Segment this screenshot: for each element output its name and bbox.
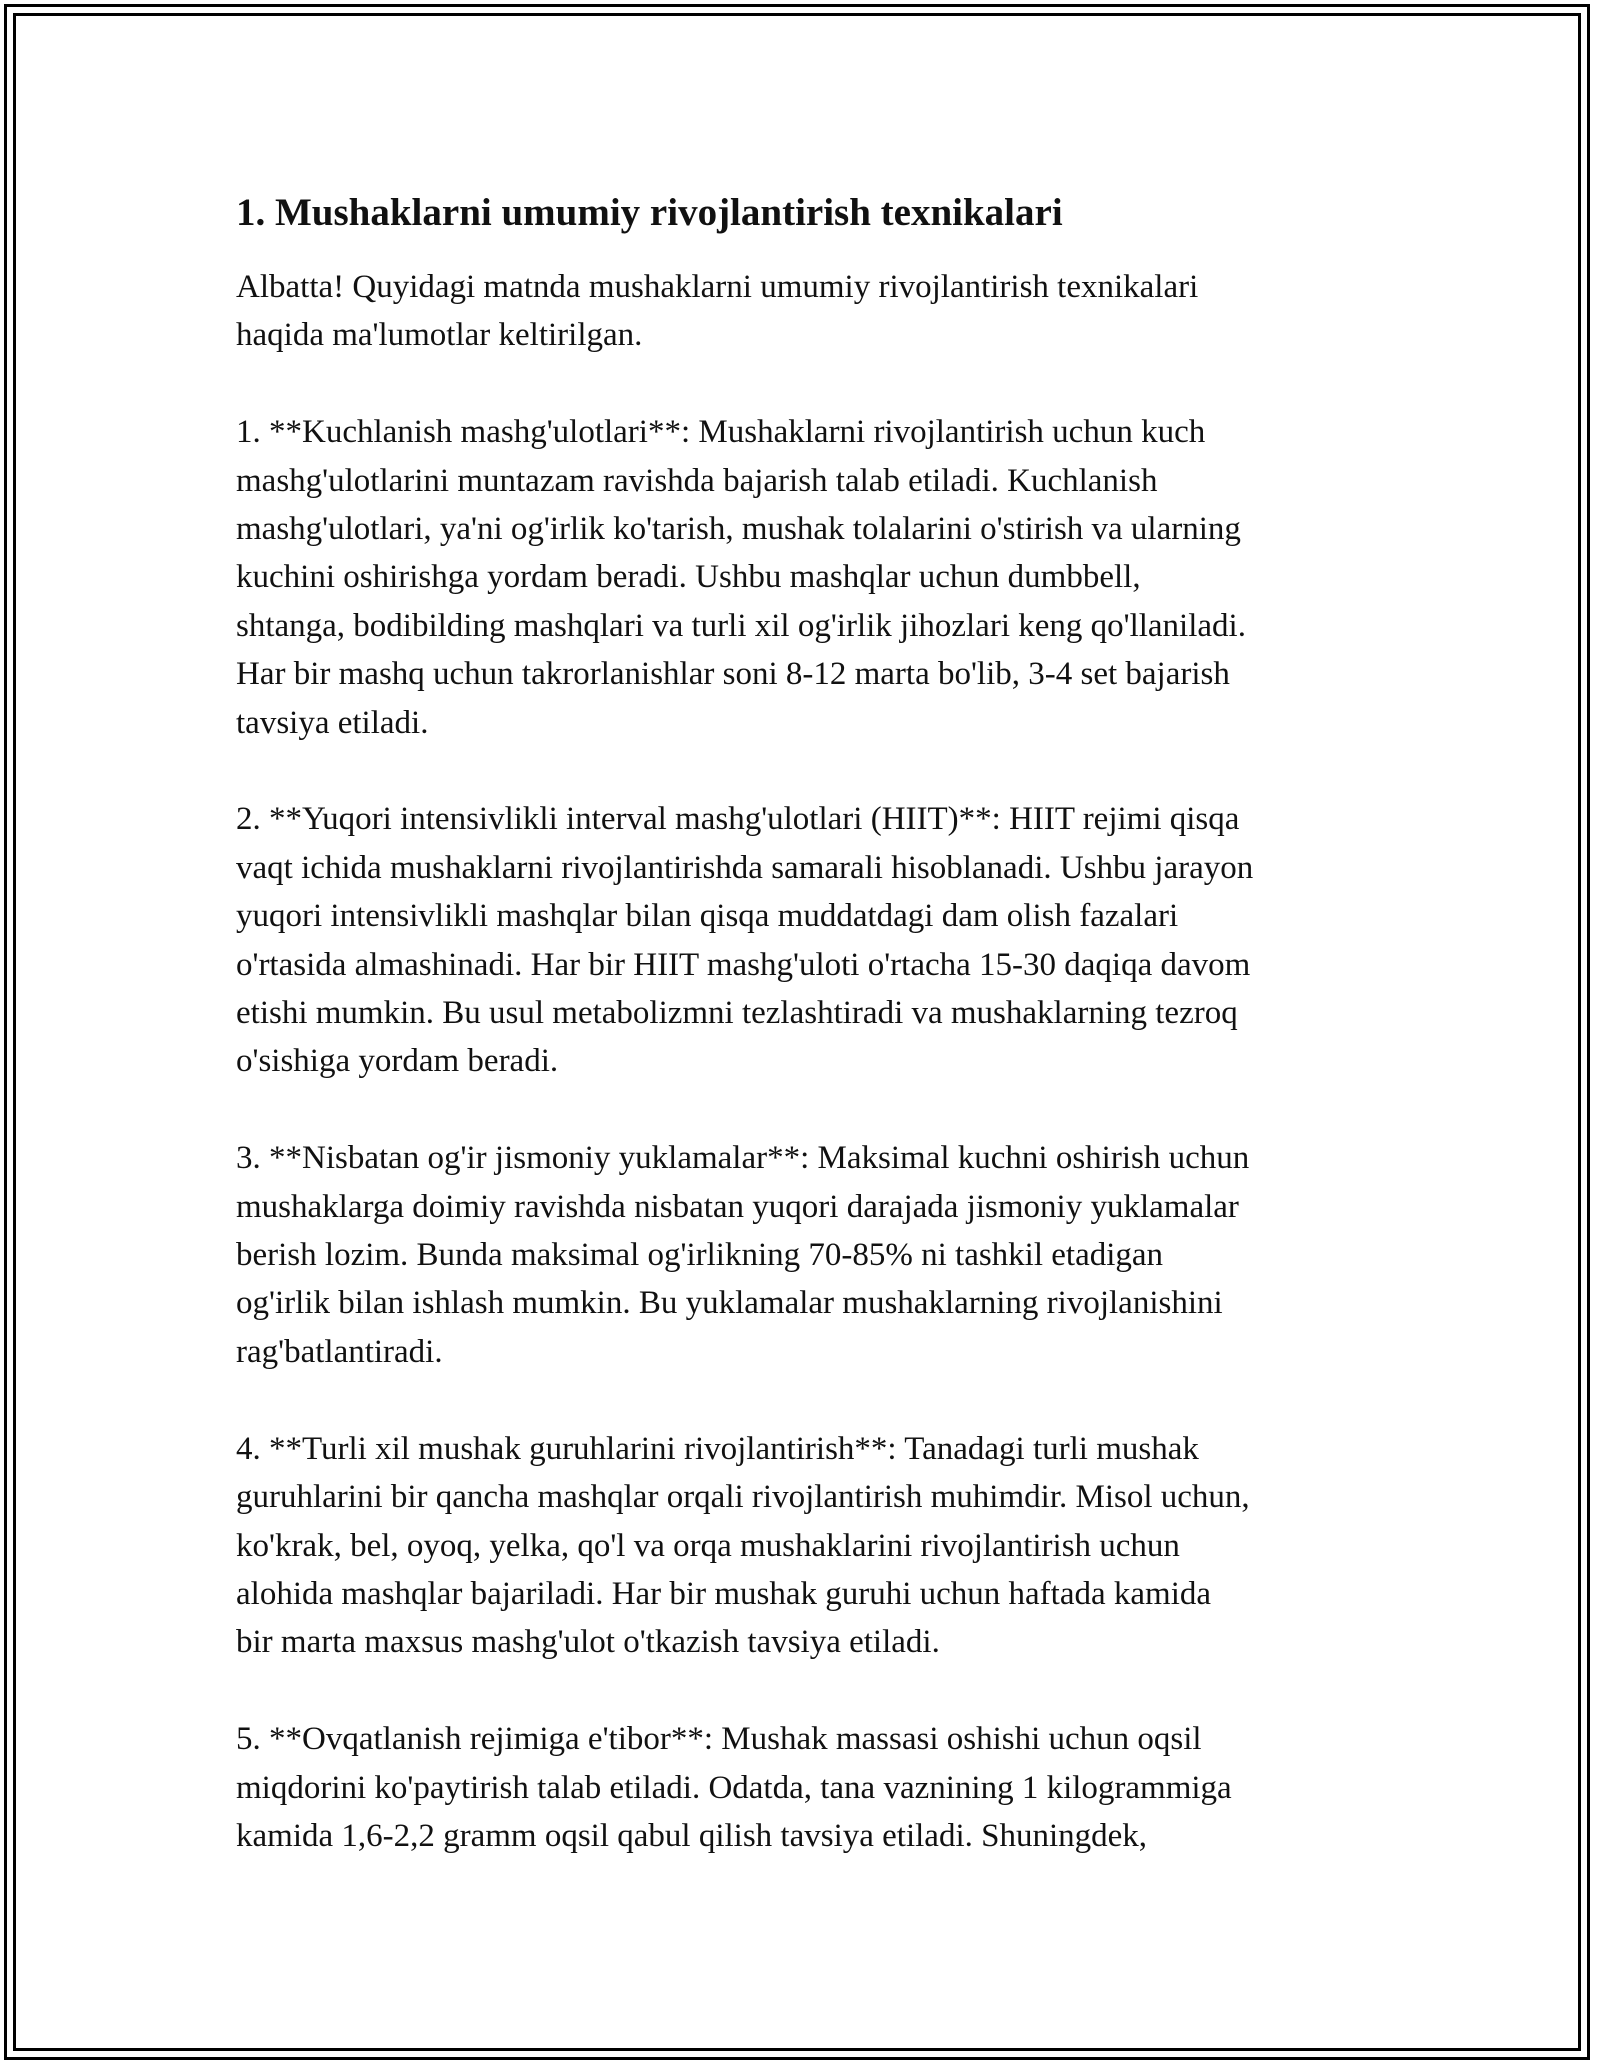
text-line: rag'batlantiradi. bbox=[236, 1333, 443, 1370]
text-line: kuchini oshirishga yordam beradi. Ushbu mashqlar uchun dumbbell, bbox=[236, 559, 1141, 596]
text-line: mashg'ulotlarini muntazam ravishda bajarish talab etiladi. Kuchlanish bbox=[236, 462, 1158, 499]
text-line: mashg'ulotlari, ya'ni og'irlik ko'tarish, mushak tolalarini o'stirish va ularning bbox=[236, 511, 1241, 548]
text-line: mushaklarga doimiy ravishda nisbatan yuqori darajada jismoniy yuklamalar bbox=[236, 1188, 1239, 1225]
text-line: vaqt ichida mushaklarni rivojlantirishda samarali hisoblanadi. Ushbu jarayon bbox=[236, 849, 1254, 886]
text-line: alohida mashqlar bajariladi. Har bir mushak guruhi uchun haftada kamida bbox=[236, 1575, 1212, 1612]
paragraph-item-5 bbox=[236, 1715, 1386, 1860]
text-line: 5. **Ovqatlanish rejimiga e'tibor**: Mushak massasi oshishi uchun oqsil bbox=[236, 1721, 1202, 1758]
text-line: 3. **Nisbatan og'ir jismoniy yuklamalar**: Maksimal kuchni oshirish uchun bbox=[236, 1140, 1250, 1177]
text-line: kamida 1,6-2,2 gramm oqsil qabul qilish tavsiya etiladi. Shuningdek, bbox=[236, 1817, 1148, 1854]
paragraph-item-2 bbox=[236, 795, 1386, 1085]
paragraph-intro bbox=[236, 263, 1386, 360]
text-line: 1. **Kuchlanish mashg'ulotlari**: Mushaklarni rivojlantirish uchun kuch bbox=[236, 414, 1206, 451]
text-line: ko'krak, bel, oyoq, yelka, qo'l va orqa mushaklarini rivojlantirish uchun bbox=[236, 1527, 1180, 1564]
page-title: 1. Mushaklarni umumiy rivojlantirish texnikalari bbox=[236, 191, 1063, 234]
text-line: shtanga, bodibilding mashqlari va turli xil og'irlik jihozlari keng qo'llaniladi. bbox=[236, 607, 1246, 644]
text-line: 2. **Yuqori intensivlikli interval mashg'ulotlari (HIIT)**: HIIT rejimi qisqa bbox=[236, 801, 1240, 838]
text-line: etishi mumkin. Bu usul metabolizmni tezlashtiradi va mushaklarning tezroq bbox=[236, 995, 1238, 1032]
text-line: 4. **Turli xil mushak guruhlarini rivojlantirish**: Tanadagi turli mushak bbox=[236, 1430, 1199, 1467]
text-line: Albatta! Quyidagi matnda mushaklarni umumiy rivojlantirish texnikalari bbox=[236, 269, 1199, 305]
text-line: miqdorini ko'paytirish talab etiladi. Odatda, tana vaznining 1 kilogrammiga bbox=[236, 1769, 1232, 1806]
text-line: og'irlik bilan ishlash mumkin. Bu yuklamalar mushaklarning rivojlanishini bbox=[236, 1285, 1223, 1322]
paragraph-item-1 bbox=[236, 408, 1386, 747]
paragraph-item-3 bbox=[236, 1134, 1386, 1376]
text-line: o'rtasida almashinadi. Har bir HIIT mashg'uloti o'rtacha 15-30 daqiqa davom bbox=[236, 946, 1251, 983]
text-line: o'sishiga yordam beradi. bbox=[236, 1043, 559, 1080]
text-line: yuqori intensivlikli mashqlar bilan qisqa muddatdagi dam olish fazalari bbox=[236, 898, 1179, 935]
text-line: tavsiya etiladi. bbox=[236, 704, 429, 741]
text-line: bir marta maxsus mashg'ulot o'tkazish tavsiya etiladi. bbox=[236, 1624, 940, 1661]
text-line: guruhlarini bir qancha mashqlar orqali rivojlantirish muhimdir. Misol uchun, bbox=[236, 1479, 1250, 1516]
text-line: haqida ma'lumotlar keltirilgan. bbox=[236, 317, 643, 354]
document-body bbox=[236, 185, 1386, 1909]
text-line: berish lozim. Bunda maksimal og'irlikning 70-85% ni tashkil etadigan bbox=[236, 1237, 1164, 1274]
paragraph-item-4 bbox=[236, 1425, 1386, 1667]
text-line: Har bir mashq uchun takrorlanishlar soni 8-12 marta bo'lib, 3-4 set bajarish bbox=[236, 656, 1230, 693]
